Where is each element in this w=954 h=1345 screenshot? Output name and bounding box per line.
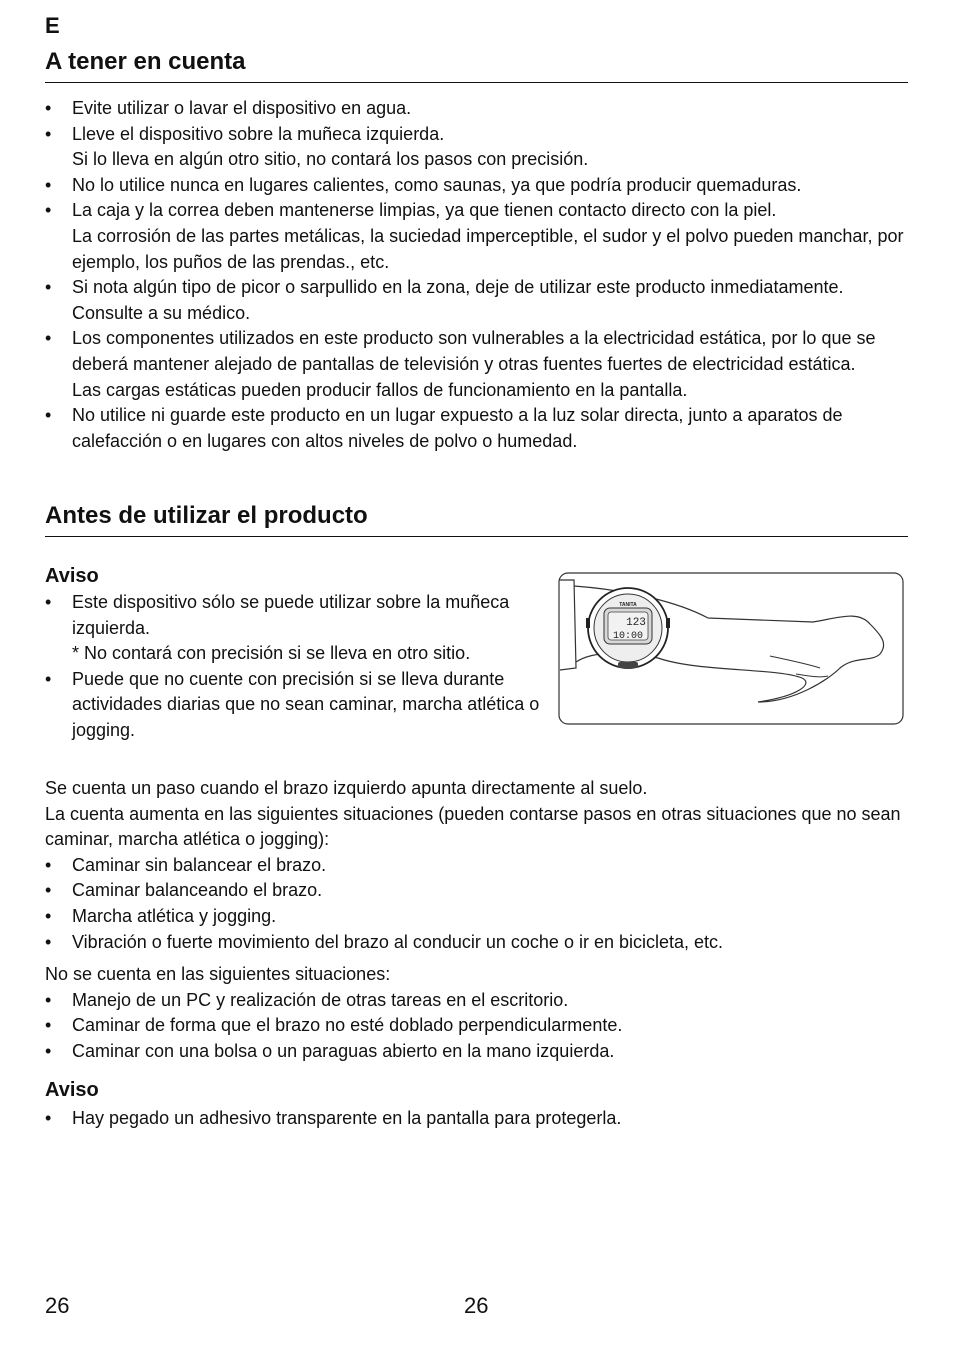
footnote: * No contará con precisión si se lleva en otro sitio. (72, 643, 471, 664)
list-item: • Caminar sin balancear el brazo. (45, 853, 911, 879)
list-item: • Los componentes utilizados en este producto son vulnerables a la electricidad estática, por lo que se deberá mantener alejado de pantallas de televisión y otras fuentes fuertes de electricidad estática. (45, 326, 911, 377)
page-number-center: 26 (464, 1293, 489, 1318)
paragraph: La cuenta aumenta en las siguientes situaciones (pueden contarse pasos en otras situaciones que no sean caminar, marcha atlética o jogging): (45, 803, 901, 850)
list-item: • Si nota algún tipo de picor o sarpullido en la zona, deje de utilizar este producto inmediatamente. Consulte a su médico. (45, 275, 911, 326)
page-number-left: 26 (45, 1293, 70, 1318)
section-title-precautions: A tener en cuenta (45, 48, 908, 83)
watch-brand: TANITA (619, 602, 637, 608)
list-item: • Vibración o fuerte movimiento del brazo al conducir un coche o ir en bicicleta, etc. (45, 930, 911, 956)
precautions-list (45, 96, 911, 454)
not-counted-section (45, 962, 911, 1064)
list-item: • Hay pegado un adhesivo transparente en la pantalla para protegerla. (45, 1106, 911, 1132)
list-item: • Este dispositivo sólo se puede utilizar sobre la muñeca izquierda. (45, 590, 545, 641)
paragraph: No se cuenta en las siguientes situaciones: (45, 964, 391, 984)
aviso-heading: Aviso (45, 565, 99, 587)
aviso-list (45, 590, 545, 744)
paragraph: Se cuenta un paso cuando el brazo izquierdo apunta directamente al suelo. (45, 778, 648, 798)
section-title-before-use: Antes de utilizar el producto (45, 502, 908, 537)
list-item-continuation: La corrosión de las partes metálicas, la suciedad imperceptible, el sudor y el polvo pueden manchar, por ejemplo, los puños de las prendas., etc. (72, 225, 904, 272)
watch-step-count: 123 (626, 617, 646, 629)
list-item: • Caminar de forma que el brazo no esté doblado perpendicularmente. (45, 1013, 911, 1039)
list-item: • La caja y la correa deben mantenerse limpias, ya que tienen contacto directo con la piel. (45, 198, 911, 224)
list-item: • Caminar balanceando el brazo. (45, 878, 911, 904)
list-item: • No lo utilice nunca en lugares calientes, como saunas, ya que podría producir quemaduras. (45, 173, 911, 199)
list-item: • Caminar con una bolsa o un paraguas abierto en la mano izquierda. (45, 1039, 911, 1065)
list-item: • No utilice ni guarde este producto en un lugar expuesto a la luz solar directa, junto a aparatos de calefacción o en lugares con altos niveles de polvo o humedad. (45, 403, 911, 454)
list-item-continuation: Las cargas estáticas pueden producir fallos de funcionamiento en la pantalla. (72, 379, 688, 400)
list-item: • Puede que no cuente con precisión si se lleva durante actividades diarias que no sean caminar, marcha atlética o jogging. (45, 667, 545, 744)
list-item-continuation: Si lo lleva en algún otro sitio, no contará los pasos con precisión. (72, 149, 589, 170)
list-item: • Evite utilizar o lavar el dispositivo en agua. (45, 96, 911, 122)
aviso-list (45, 1106, 911, 1132)
aviso-heading: Aviso (45, 1079, 99, 1101)
counting-section (45, 776, 911, 955)
section-letter: E (45, 13, 60, 38)
list-item: • Manejo de un PC y realización de otras tareas en el escritorio. (45, 988, 911, 1014)
list-item: • Marcha atlética y jogging. (45, 904, 911, 930)
list-item: • Lleve el dispositivo sobre la muñeca izquierda. (45, 122, 911, 148)
wrist-watch-illustration (558, 572, 904, 725)
watch-time: 10:00 (612, 631, 644, 642)
